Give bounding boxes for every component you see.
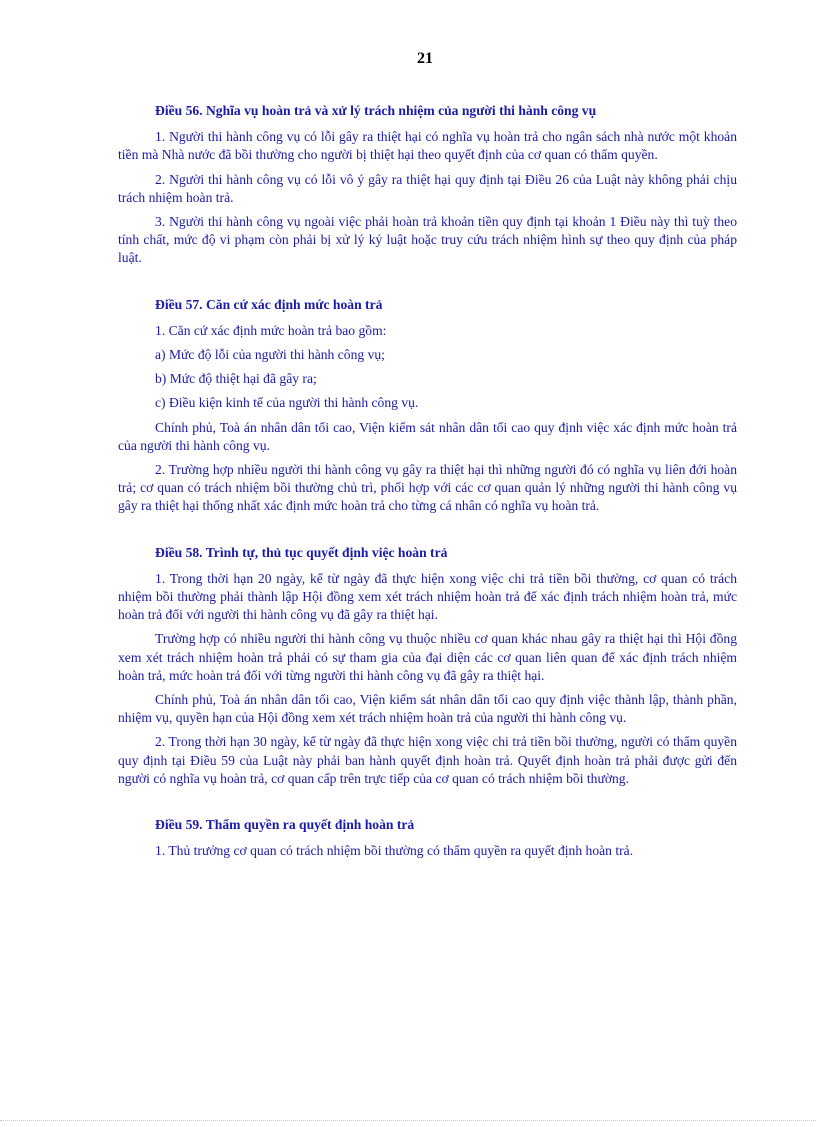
article-57: [118, 296, 737, 516]
article-heading: Điều 59. Thẩm quyền ra quyết định hoàn trả: [155, 817, 415, 833]
paragraph: 1. Trong thời hạn 20 ngày, kể từ ngày đã thực hiện xong việc chi trả tiền bồi thường, cơ quan có trách nhiệm bồi thường phải thành lập Hội đồng xem xét trách nhiệm hoàn trả để xác định trách nhiệm hoàn trả, mức hoàn trả đối với người thi hành công vụ đã gây ra thiệt hại.: [118, 570, 737, 623]
paragraph: 1. Thủ trưởng cơ quan có trách nhiệm bồi thường có thẩm quyền ra quyết định hoàn trả.: [155, 843, 634, 859]
paragraph: 1. Căn cứ xác định mức hoàn trả bao gồm:: [155, 322, 387, 338]
list-item: b) Mức độ thiệt hại đã gây ra;: [155, 371, 317, 387]
article-58: [118, 544, 737, 788]
paragraph: 1. Người thi hành công vụ có lỗi gây ra thiệt hại có nghĩa vụ hoàn trả cho ngân sách nhà nước một khoản tiền mà Nhà nước đã bồi thường cho người bị thiệt hại theo quyết định của cơ quan có thẩm quyền.: [118, 129, 737, 163]
list-item: c) Điều kiện kinh tế của người thi hành công vụ.: [155, 395, 419, 411]
paragraph: Trường hợp có nhiều người thi hành công vụ thuộc nhiều cơ quan khác nhau gây ra thiệt hại thì Hội đồng xem xét trách nhiệm hoàn trả phải có sự tham gia của đại diện các cơ quan liên quan để xác định trách nhiệm hoàn trả, mức hoàn trả đối với từng người thi hành công vụ đã gây ra thiệt hại.: [118, 631, 737, 683]
article-heading: Điều 57. Căn cứ xác định mức hoàn trả: [155, 296, 383, 312]
paragraph: 2. Trường hợp nhiều người thi hành công vụ gây ra thiệt hại thì những người đó có nghĩa vụ liên đới hoàn trả; cơ quan có trách nhiệm bồi thường chủ trì, phối hợp với các cơ quan quản lý những người thi hành công vụ gây ra thiệt hại thống nhất xác định mức hoàn trả cho từng cá nhân có nghĩa vụ hoàn trả.: [118, 462, 737, 514]
paragraph: Chính phủ, Toà án nhân dân tối cao, Viện kiểm sát nhân dân tối cao quy định việc thành lập, thành phần, nhiệm vụ, quyền hạn của Hội đồng xem xét trách nhiệm hoàn trả của người thi hành công vụ.: [118, 692, 737, 726]
page-number: 21: [417, 50, 433, 67]
paragraph: 3. Người thi hành công vụ ngoài việc phải hoàn trả khoản tiền quy định tại khoản 1 Điều này thì tuỳ theo tính chất, mức độ vi phạm còn phải bị xử lý kỷ luật hoặc truy cứu trách nhiệm hình sự theo quy định của pháp luật.: [118, 214, 737, 266]
paragraph: Chính phủ, Toà án nhân dân tối cao, Viện kiểm sát nhân dân tối cao quy định việc xác định mức hoàn trả của người thi hành công vụ.: [118, 419, 737, 453]
article-59: [118, 816, 737, 860]
article-heading: Điều 58. Trình tự, thủ tục quyết định việc hoàn trả: [155, 544, 448, 560]
article-56: [118, 102, 737, 268]
list-item: a) Mức độ lỗi của người thi hành công vụ;: [155, 347, 385, 363]
paragraph: 2. Trong thời hạn 30 ngày, kể từ ngày đã thực hiện xong việc chi trả tiền bồi thường, người có thẩm quyền quy định tại Điều 59 của Luật này phải ban hành quyết định hoàn trả. Quyết định hoàn trả phải được gửi đến người có nghĩa vụ hoàn trả, cơ quan cấp trên trực tiếp của cơ quan có trách nhiệm bồi thường.: [118, 734, 737, 786]
document-body: [118, 102, 737, 889]
paragraph: 2. Người thi hành công vụ có lỗi vô ý gây ra thiệt hại quy định tại Điều 26 của Luật này không phải chịu trách nhiệm hoàn trả.: [118, 171, 737, 205]
page-bottom-rule: [0, 1120, 816, 1121]
article-heading: Điều 56. Nghĩa vụ hoàn trả và xử lý trách nhiệm của người thi hành công vụ: [155, 103, 597, 118]
